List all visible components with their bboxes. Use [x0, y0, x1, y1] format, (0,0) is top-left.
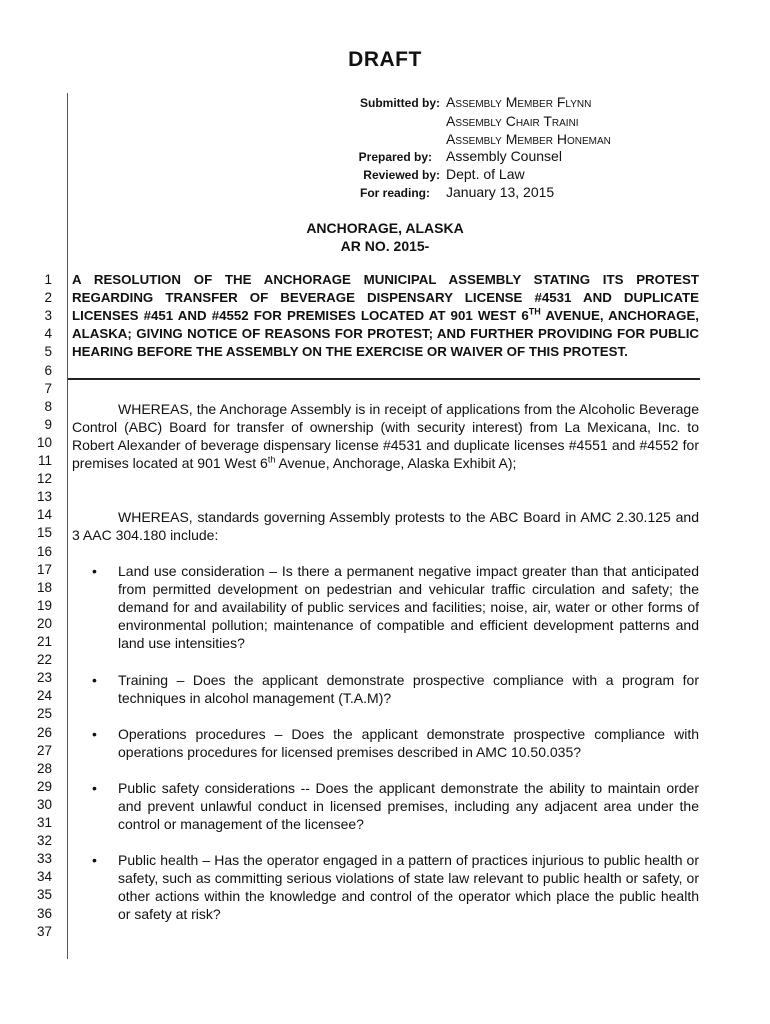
list-item: Public safety considerations -- Does the applicant demonstrate the ability to maintain order and prevent unlawful conduct in licensed premises, including any adjacent area under the control or management of the licensee?: [118, 780, 699, 833]
whereas-1-part-2: Avenue, Anchorage, Alaska Exhibit A);: [275, 455, 517, 472]
reviewed-by-label: Reviewed by:: [363, 168, 440, 182]
line-number: 11: [37, 453, 52, 468]
line-number: 8: [44, 398, 52, 414]
bullet-4-marker: •: [92, 780, 97, 796]
line-number: 29: [36, 778, 52, 794]
list-item: Public health – Has the operator engaged in a pattern of practices injurious to public health or safety, such as committing serious violations of state law relevant to public health or safety, or other actions within the knowledge and control of the operator which place the public health or safety at risk?: [118, 852, 699, 923]
line-number: 22: [36, 652, 52, 668]
line-number: 24: [36, 688, 52, 704]
line-number: 20: [36, 615, 52, 631]
line-number: 33: [36, 851, 52, 867]
margin-rule: [67, 93, 68, 959]
bullet-5-marker: •: [92, 852, 97, 868]
line-number: 9: [44, 416, 52, 432]
whereas-1-sup: th: [267, 454, 276, 465]
draft-watermark-title: DRAFT: [348, 48, 422, 71]
bullet-2-marker: •: [92, 672, 97, 688]
reviewed-by-value: Dept. of Law: [446, 166, 525, 182]
line-number: 14: [36, 507, 52, 523]
line-number: 28: [36, 760, 52, 776]
location-heading: ANCHORAGE, ALASKA: [306, 220, 464, 236]
title-sup: TH: [528, 306, 541, 317]
bullet-1-marker: •: [92, 563, 97, 579]
bullet-3-marker: •: [92, 726, 97, 742]
line-number: 19: [36, 597, 52, 613]
line-number: 35: [36, 887, 52, 903]
line-number: 37: [36, 923, 52, 939]
line-number: 2: [44, 290, 52, 306]
list-item: Land use consideration – Is there a permanent negative impact greater than that anticipated from permitted development on pedestrian and vehicular traffic circulation and safety; the demand for and availability of public services and facilities; noise, air, water or other forms of environmental pollution; maintenance of compatible and efficient development patterns and land use intensities?: [118, 563, 699, 652]
line-number: 21: [36, 634, 52, 649]
line-number: 27: [36, 742, 52, 758]
whereas-1-part-1: WHEREAS, the Anchorage Assembly is in receipt of applications from the Alcoholic Beverage Control (ABC) Board for transfer of ownership (with security interest) from La Mexicana, Inc. to Robert Alexander of beverage dispensary license #4531 and duplicate licenses #4551 and #4552 for premises located at 901 West 6: [72, 401, 699, 472]
resolution-title: [72, 271, 699, 361]
whereas-paragraph-1: [72, 400, 699, 472]
title-underline: [68, 378, 700, 380]
line-number: 16: [36, 543, 52, 559]
line-number: 25: [36, 706, 52, 722]
submitted-by-label: Submitted by:: [360, 96, 440, 110]
line-number: 32: [36, 833, 52, 849]
submitted-by-2: Assembly Chair Traini: [446, 113, 579, 129]
whereas-2-text: WHEREAS, standards governing Assembly protests to the ABC Board in AMC 2.30.125 and 3 AAC 304.180 include:: [72, 509, 699, 544]
line-number: 4: [44, 326, 52, 342]
line-number: 17: [36, 561, 52, 577]
title-part-1: A RESOLUTION OF THE ANCHORAGE MUNICIPAL ASSEMBLY STATING ITS PROTEST REGARDING TRANSFER OF BEVERAGE DISPENSARY LICENSE #4531 AND DUPLICATE LICENSES #451 AND #4552 FOR PREMISES LOCATED AT 901 WEST 6: [72, 272, 699, 324]
line-number: 23: [36, 670, 52, 686]
line-number: 15: [36, 525, 52, 541]
line-number: 6: [44, 362, 52, 378]
line-number: 31: [36, 815, 52, 830]
line-number: 1: [44, 272, 52, 287]
line-number: 7: [44, 380, 52, 396]
line-number: 13: [36, 489, 52, 505]
line-number: 26: [36, 724, 52, 740]
line-number: 30: [36, 796, 52, 812]
whereas-paragraph-2: [72, 508, 699, 544]
line-number: 5: [44, 344, 52, 360]
list-item: Training – Does the applicant demonstrate prospective compliance with a program for techniques in alcohol management (T.A.M)?: [118, 672, 699, 707]
list-item: Operations procedures – Does the applicant demonstrate prospective compliance with operations procedures for licensed premises described in AMC 10.50.035?: [118, 726, 699, 761]
for-reading-label: For reading:: [359, 186, 430, 200]
line-number: 12: [36, 471, 52, 487]
line-number: 10: [36, 434, 52, 450]
line-number: 18: [36, 579, 52, 595]
for-reading-value: January 13, 2015: [446, 184, 555, 200]
submitted-by-1: Assembly Member Flynn: [446, 94, 592, 110]
line-number: 3: [44, 308, 52, 324]
prepared-by-value: Assembly Counsel: [446, 148, 562, 164]
submitted-by-3: Assembly Member Honeman: [446, 131, 611, 147]
title-part-2: AVENUE, ANCHORAGE, ALASKA; GIVING NOTICE OF REASONS FOR PROTEST; AND FURTHER PROVIDING FOR PUBLIC HEARING BEFORE THE ASSEMBLY ON THE EXERCISE OR WAIVER OF THIS PROTEST.: [72, 308, 700, 360]
line-number: 36: [36, 905, 52, 921]
prepared-by-label: Prepared by:: [358, 150, 432, 164]
line-number: 34: [36, 869, 52, 885]
ar-number: AR NO. 2015-: [340, 238, 430, 254]
